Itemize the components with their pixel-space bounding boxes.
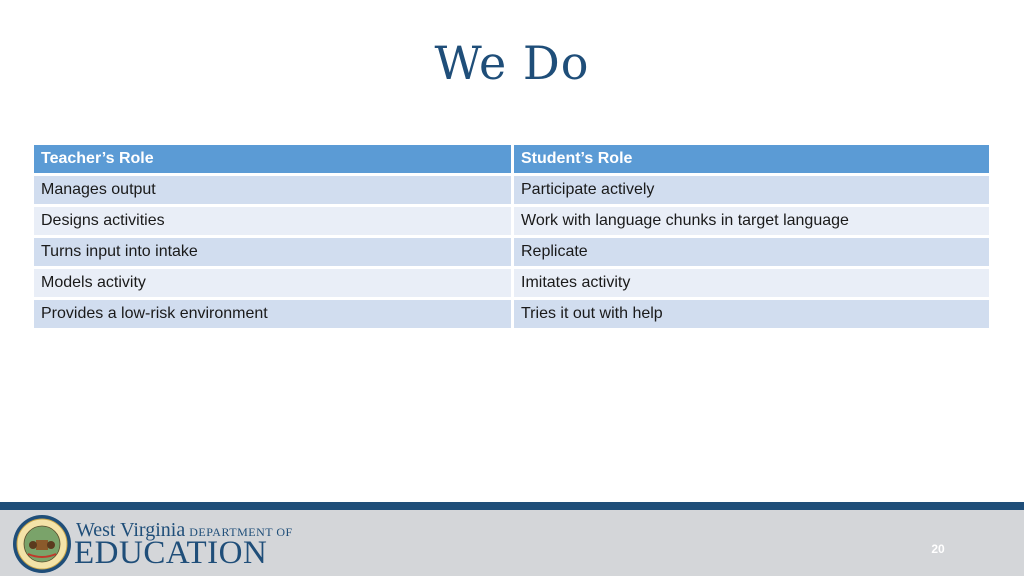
page-number: 20 (931, 542, 945, 556)
student-role-cell: Work with language chunks in target language (513, 206, 990, 237)
table-header-row (34, 145, 989, 175)
logo-education-text: EDUCATION (74, 535, 268, 571)
table-row (34, 206, 989, 237)
teacher-role-cell: Models activity (34, 268, 513, 299)
state-seal-icon (12, 514, 72, 574)
table-row (34, 268, 989, 299)
slide-title: We Do (434, 36, 590, 90)
teacher-role-cell: Provides a low-risk environment (34, 299, 513, 330)
logo-state-text: West Virginia (76, 519, 186, 541)
table-row (34, 175, 989, 206)
teacher-role-cell: Manages output (34, 175, 513, 206)
student-role-cell: Tries it out with help (513, 299, 990, 330)
footer-accent-band (0, 502, 1024, 510)
teacher-role-cell: Designs activities (34, 206, 513, 237)
roles-table (34, 145, 989, 331)
logo-dept-text: DEPARTMENT OF (189, 525, 293, 539)
table-row (34, 237, 989, 268)
student-role-cell: Replicate (513, 237, 990, 268)
teacher-role-cell: Turns input into intake (34, 237, 513, 268)
student-role-header: Student’s Role (513, 145, 990, 175)
table-row (34, 299, 989, 330)
student-role-cell: Participate actively (513, 175, 990, 206)
teacher-role-header: Teacher’s Role (34, 145, 513, 175)
student-role-cell: Imitates activity (513, 268, 990, 299)
